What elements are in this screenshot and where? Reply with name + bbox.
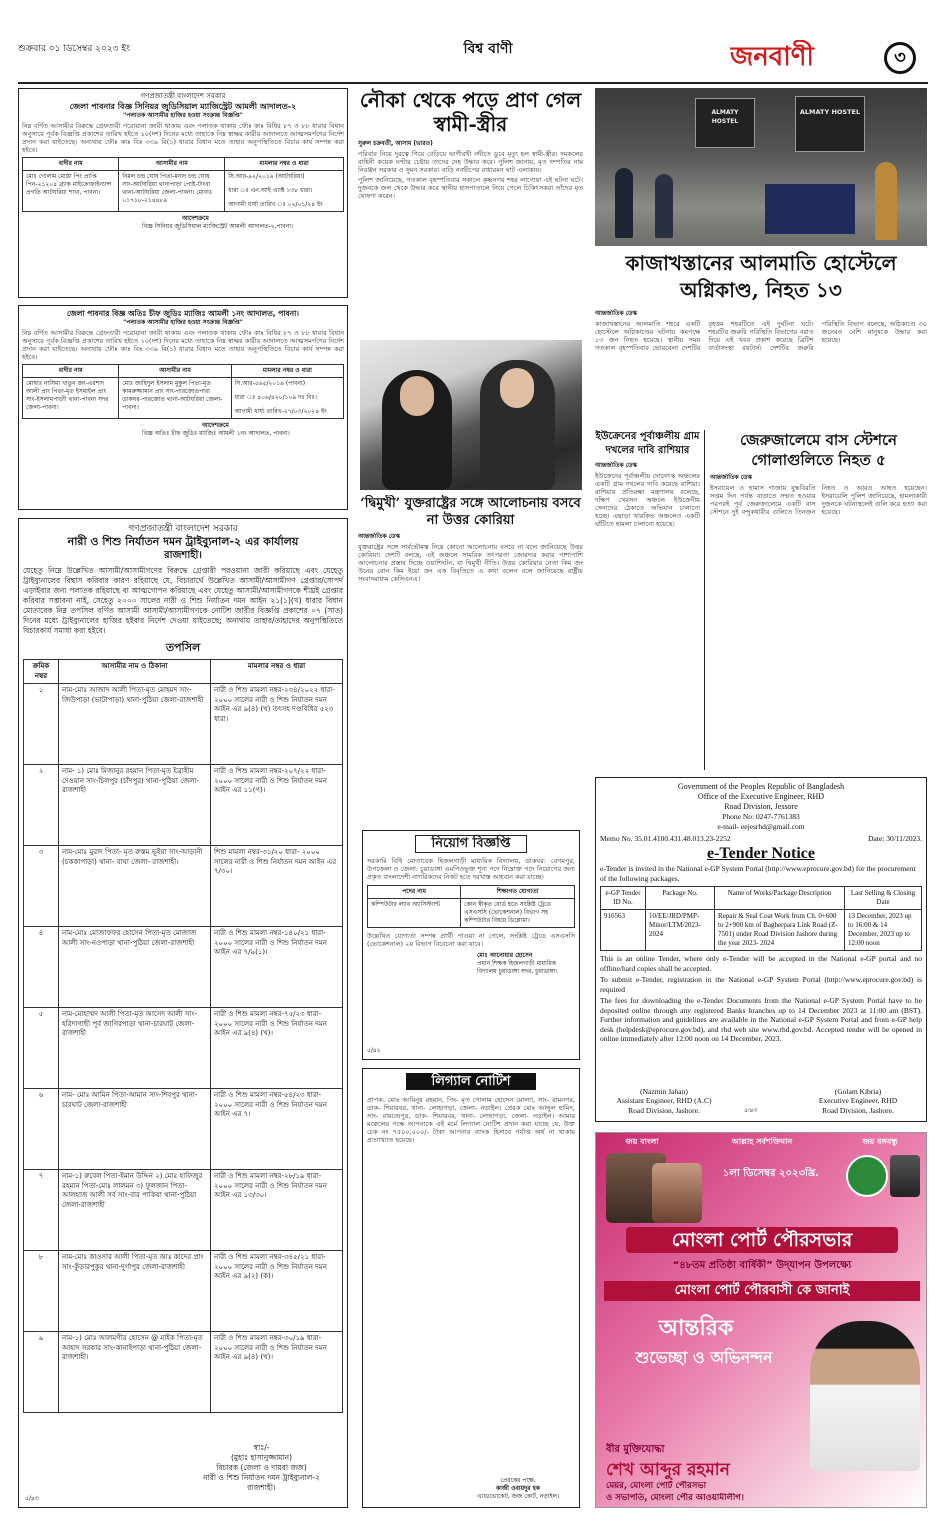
ad-residents: মোংলা পোর্ট পৌরবাসী কে জানাই	[604, 1281, 920, 1301]
face	[400, 376, 434, 416]
court-notice-1	[18, 88, 348, 298]
face	[500, 368, 534, 408]
package-no: 10/EE/JRD/PMP-Minor/LTM/2023-2024	[646, 910, 715, 951]
sig-title: রাজশাহী।	[247, 1483, 276, 1492]
article-body: যুক্তরাষ্ট্রের সঙ্গে সার্বভৌমত্ব নিয়ে কোনো আলোচনায় বসবে না বলে জানিয়েছে উত্তর কোরিয়া। দেশটি বলছে, এই অঞ্চলে সামরিক তৎপরতা জোরদার করার পাশাপাশি আলোচনার প্রস্তাব দিচ্ছে ওয়াশিংটন, যা দ্বিমুখী নীতি। উত্তর কোরিয়ার নেতা কিম জং উনের বোন কিম ইয়ো জং এক বিবৃতিতে এ কথা বলেন বলে জানিয়েছে রাষ্ট্রীয় সংবাদমাধ্যম কেসিএনএ।	[358, 543, 583, 583]
plaintiff-cell: মোঃ গোলাম মোস্তা পিং প্রাপ্তি পিন-২১২০৪ ব্র্যাক মাইক্রোফাইন্যান্স প্রগতি আটঘরিয়া শাখা, পাবনা।	[23, 171, 119, 212]
rescuer-figure	[615, 168, 633, 238]
article-body: ইউক্রেনের পূর্বাঞ্চলীয় দোনেৎস্ক অঞ্চলের একটি গ্রাম দখলের দাবি করেছে রাশিয়া। রাশিয়ার প্রতিরক্ষা মন্ত্রণালয় বলেছে, দক্ষিণ খেরসন অঞ্চলে ইউক্রেনীয় সেনাদের ঠেকাতে অভিযান চালানো হচ্ছে। এছাড়া খারকিভ অঞ্চলেও একটি ঘাঁটিতে হামলা চালানো হয়েছে।	[595, 472, 700, 528]
sig-title: Road Division, Jashore.	[628, 1105, 700, 1115]
table-header: Name of Works/Package Description	[715, 887, 845, 910]
sig-title: Road Division, Jashore.	[822, 1105, 894, 1115]
newspaper-logo: জনবাণী	[730, 42, 814, 72]
table-header: আসামীর নাম	[119, 158, 225, 171]
sig-name: (Golam Kibria)	[834, 1086, 882, 1096]
table-row	[24, 927, 343, 1008]
package-desc: Repair & Seal Coat Work from Ch. 0+600 to 2+900 km of Bagherpara Link Road (Z-7501) under Road Division Jashore during the year 2023- 2024	[715, 910, 845, 951]
memo-date: Date: 30/11/2023.	[868, 834, 922, 843]
ad-anniversary: “৪৮তম প্রতিষ্ঠা বার্ষিকী” উদ্‌যাপন উপলক্ষ্যে	[672, 1260, 852, 1271]
lawyer-signature	[463, 1477, 573, 1501]
job-table	[367, 885, 575, 928]
schedule-no-cell: ৪	[24, 927, 59, 1008]
screen-barrier	[765, 184, 855, 234]
schedule-name-cell: নাম-মোঃ কাওসার আলী পিতা-মৃত আঃ কাদের প্রাং সাং-কুঁড়ারপুকুর থানা-দুর্গাপুর জেলা-রাজশাহী	[59, 1251, 211, 1332]
sig-title: Assistant Engineer, RHD (A.C)	[616, 1096, 712, 1105]
article-north-korea	[358, 495, 583, 820]
schedule-case-cell: নারী ও শিশু মামলা নম্বর-২৩৪/২০২২ ধারা- ২০০০ সালের নারী ও শিশু নির্যাতন দমন আইন এর ৯(৪) (খ) তৎসহ দণ্ডবিধির ৫২৩ ধারা।	[211, 684, 343, 765]
article-headline: ‘দ্বিমুখী’ যুক্তরাষ্ট্রের সঙ্গে আলোচনায় বসবে না উত্তর কোরিয়া	[360, 496, 581, 528]
schedule-case-cell: নারী ও শিশু মামলা নম্বর-৩০/১৯ ধারা- ২০০০ সালের নারী ও শিশু নির্যাতন দমন আইন এর ৯(৪) (খ)।	[211, 1332, 343, 1413]
email-text: e-mail- eejesrhd@gmail.com	[717, 822, 805, 831]
ad-slogan-left: জয় বাংলা	[625, 1137, 659, 1146]
etender-para: This is an online Tender, where only e-Tender will be accepted in the National e-GP portal and no offline/hard copies shall be accepted.	[600, 954, 922, 973]
accused-cell: বিমল চন্দ্র ঘোষ পিতা-মনাদ চন্দ্র ঘোষ সাং-আটঘরিয়া থানাপাড়া পোষ্ট-টাংবা থানা-আটঘরিয়া জেলা-পাবনা। মোবাঃ ০১৭১৮-২১৪৪৮৯	[119, 171, 225, 212]
hostel-sign-text: ALMATY HOSTEL	[799, 108, 861, 116]
hostel-sign-text: ALMATY HOSTEL	[711, 109, 739, 125]
rescuer-figure	[655, 174, 673, 238]
kim-photo	[360, 340, 582, 490]
schedule-no-cell: ২	[24, 765, 59, 846]
table-header: মামলার নম্বর ও ধারা	[225, 158, 344, 171]
sig-title: নারী ও শিশু নির্যাতন দমন ট্রাইব্যুনাল-২	[203, 1473, 320, 1482]
article-headline: ইউক্রেনের পূর্বাঞ্চলীয় গ্রাম দখলের দাবি রাশিয়ার	[595, 431, 700, 456]
schedule-no-cell: ৮	[24, 1251, 59, 1332]
case-cell	[231, 378, 343, 419]
qualification-cell: কোন স্বীকৃত বোর্ড হতে সংশ্লিষ্ট ট্রেডে এসএসসি (ভোকেশনাল) বিভাগ সহ কম্পিউটার বিষয়ে ডিপ্লোমা।	[461, 899, 575, 928]
schedule-case-cell: নারী ও শিশু মামলা নম্বর-২০৭/২২ ধারা- ২০০০ সালের নারী ও শিশু নির্যাতন দমন আইন এর ১১(গ)।	[211, 765, 343, 846]
leader-portrait	[890, 1155, 920, 1197]
schedule-no-cell: ১	[24, 684, 59, 765]
ad-code: ৫/৪৩	[744, 1108, 758, 1114]
hostel-sign	[795, 96, 865, 152]
table-header: মামলার নম্বর ও ধারা	[231, 365, 343, 378]
case-date: আগামী ধার্য্য তারিখ ঃ ০২/০১/২৪ ইং	[228, 201, 323, 208]
article-byline: আন্তর্জাতিক ডেস্ক	[595, 310, 637, 317]
notice-subtitle: "পলাতক আসামীর হাজির হওয়া সংক্রান্ত বিজ্ঞপ্তি"	[123, 319, 243, 326]
case-section: ধারা ঃ এন.আই এ্যাক্ট ১৩৮ ধারা।	[228, 187, 313, 194]
municipality-logo	[846, 1155, 888, 1197]
ad-mayor-name: শেখ আব্দুর রহমান	[606, 1460, 730, 1480]
article-body-2: পুলিশ জানিয়েছে, গতকাল বৃহস্পতিবার সকালে কৃষ্ণনগর শহর লাগোয়া এই ঘটনা ঘটে। দুজনকে জল থেকে উদ্ধার করে স্থানীয় হাসপাতালে নিয়ে গেলে চিকিৎসকরা তাঁদের মৃত ঘোষণা করেন।	[358, 176, 583, 200]
schedule-name-cell: নাম-১) মোঃ আলমগীর হোসেন @ মাইক পিতা-মৃত আহাদ সরকার সাং-কানাইপাড়া থানা-পুঠিয়া জেলা-রাজশাহী।	[59, 1332, 211, 1413]
closing-date: 13 December, 2023 up to 16:00 & 14 December, 2023 up to 12:00 noon	[845, 910, 922, 951]
notice-body: সরকারি বিধি মোতাবেক হিজলগাড়ী মাধ্যমিক বিদ্যালয়, ডাকঘর: বেগমপুর, উপজেলা ও জেলা: চুয়াডাঙ্গা এমপিওভুক্ত শূন্য পদে নিম্নোক্ত পদে নিয়োগের জন্য প্রকৃত বাংলাদেশী নাগরিকদের নিকট হতে দরখাস্ত আহবান করা যাচ্ছে।	[367, 857, 575, 881]
office-title: Office of the Executive Engineer, RHD	[697, 792, 825, 801]
schedule-name-cell: নাম-মোঃ আজাদ আলী পিতা-মৃত মোহমদ সাং-জিউপাড়া (ভাটাপাড়া) থানা-পুঠিয়া জেলা-রাজশাহী	[59, 684, 211, 765]
signer-name: মোঃ আনোয়ার হোসেন	[477, 952, 533, 959]
ad-slogan-center: আল্লাহ সর্বশক্তিমান	[731, 1137, 793, 1146]
article-body: ইসরায়েল ও হামাস গাজায় যুদ্ধবিরতি সপ্তম দিন পর্যন্ত বাড়াতে সম্মত হওয়ার পরপরই পূর্ব জেরুজালেমে একটি বাস স্টেশনে দুই বন্দুকধারীর গুলিতে তিনজন নিহত ও আরও আহত হয়েছেন। ইসরায়েলি পুলিশ জানিয়েছে, হামলাকারী দুজনকে ঘটনাস্থলেই গুলি করে হত্যা করা হয়েছে।	[710, 484, 927, 516]
table-header: শিক্ষাগত যোগ্যতা	[461, 886, 575, 899]
notice-court-title: জেলা পাবনার বিজ্ঞ সিনিয়র জুডিসিয়াল ম্যাজিস্ট্রেট আমলী আদালত-২	[69, 102, 297, 111]
masthead	[18, 38, 928, 80]
schedule-name-cell: নাম- ১) মোঃ মিজানুর রহমান পিতা-মৃত ইব্রাহীম দেওয়ান সাং-চিলপুর (চাঁদপুর) থানা-পুঠিয়া জেলা-রাজশাহী	[59, 765, 211, 846]
schedule-case-cell: নারী ও শিশু মামলা নম্বর-৭৫/২৩ ধারা- ২০০০ সালের নারী ও শিশু নির্যাতন দমন আইন এর ৯(৪) (খ)।	[211, 1008, 343, 1089]
schedule-no-cell: ৩	[24, 846, 59, 927]
legal-notice	[362, 1068, 580, 1508]
notice-footer: উল্লেখিত যোগ্যতা সম্পন্ন প্রার্থী পাওয়া না গেলে, সংশ্লিষ্ট ট্রেডে এসএসসি (ভোকেশনাল) ২য় বিভাগ বিবেচনা করা যাবে।	[367, 932, 575, 948]
schedule-name-cell: নাম-মোঃ মুরাদ পিতা- মৃত রুস্তম ভূইয়া সাং-আড়ানী (চককাপাড়া) থানা- বাঘা জেলা- রাজশাহী।	[59, 846, 211, 927]
table-header: ক্রমিক নম্বর	[24, 660, 59, 684]
issue-date: শুক্রবার ০১ ডিসেম্বর ২০২৩ ইং	[18, 44, 130, 54]
schedule-name-cell: নাম-মোঃ মোজাফফর হোসেন পিতা-মৃত মোজাজ আলী সাং-নওপাড়া থানা-পুঠিয়া জেলা-রাজশাহী	[59, 927, 211, 1008]
tender-id: 916563	[601, 910, 646, 951]
section-title: বিশ্ব বাণী	[463, 41, 513, 57]
notice-title: লিগ্যাল নোটিশ	[406, 1073, 536, 1090]
notice-tribunal-title: নারী ও শিশু নির্যাতন দমন ট্রাইব্যুনাল-২ এর কার্যালয়	[67, 535, 299, 548]
etender-para: To submit e-Tender, registration in the National e-GP System Portal (http://www.eprocure.gov.bd) is required	[600, 975, 922, 994]
division-title: Road Division, Jessore	[724, 802, 798, 811]
etender-para: The fees for downloading the e-Tender Documents from the National e-GP System Portal have to be deposited online through any registered Banks branches up to 14 December 2023 at 11:00 am (BST). Further information and guidelines are available in the National e-GP System Portal and from e-GP help desk (helpdesk@eprocure.gov.bd), and rhd web site www.rhd.gov.bd. Accepted tender will be opened in online immediately after 12:00 noon on 14 December, 2023.	[600, 996, 922, 1043]
signature-right	[798, 1087, 918, 1116]
table-header: Last Selling & Closing Date	[845, 887, 922, 910]
notice-body: নিম্ন বর্ণিত আসামীর বিরুদ্ধে গ্রেফতারী পরোয়ানা জারী থাকায় এবং পলাতক থাকায় ফৌঃ কাঃ বিধির ৮৭ ও ৮৮ ধারার বিধান অনুসারে পূর্বক বিজ্ঞপ্তি প্রকাশের তারিখ হইতে ১০(দশ) দিনের মধ্যে তাহাকে নিম্ন স্বাক্ষর কারীর আদালতে আত্মসমর্পণের নির্দেশ প্রদান করা যাইতেছে। অন্যথায় ফৌঃ কাঃ বিঃ ৩৩৯ বি(১) ধারার বিধান মতে তাহার অনুপস্থিতিতে বিচার কার্য সম্পন্ন করা হইবে।	[22, 122, 344, 154]
sig-name: (মুহাঃ হাসানুজ্জামান)	[230, 1453, 293, 1462]
table-header: e-GP Tender ID No.	[601, 887, 646, 910]
case-number: সি.আর-৫৬৫/২০১৯ (পাবনা)	[234, 380, 306, 387]
table-row	[24, 1008, 343, 1089]
notice-body: যেহেতু নিম্নে উল্লেখিত আসামী/আসামীগণের বিরুদ্ধে গ্রেপ্তারী পরওয়ানা জারী করিয়াছে এবং যেহেতু ট্রাইব্যুনালের বিশ্বাস করিবার কারণ রহিয়াছে যে, বিচারার্থে উল্লেখিত আসামী/আসামীগণ গ্রেপ্তার/সোপর্দ এড়াইবার জন্য পলাতক রহিয়াছে বা আত্মগোপন করিয়াছে এবং যেহেতু আসামী/আসামীগণকে শীঘ্রই গ্রেপ্তার করিবার সম্ভাবনা নাই, সেহেতু ২০০০ সালের নারী ও শিশু নির্যাতন দমন আইন ২১(১)(খ) ধারার বিধান মোতাবেক নিম্ন তপসিল বর্ণিত আসামী আসামী/আসামীগণকে নোটিশ জারীর বিজ্ঞপ্তি প্রকাশের ০৭ (সাত) দিনের মধ্যে ট্রাইব্যুনালের হাজির হইবার নির্দেশ দেওয়া যাইতেছে; অন্যথায় তাহার/তাহাদের অনুপস্থিতিতে বিচারকার্য সমাধা করা হইবে।	[23, 566, 343, 635]
court-notice-2	[18, 305, 348, 510]
table-header: পদের নাম	[368, 886, 461, 899]
schedule-title: তপসিল	[165, 641, 201, 654]
ad-greeting-1: আন্তরিক	[658, 1315, 734, 1341]
notice-gov-title: গণপ্রজাতন্ত্রী বাংলাদেশ সরকার	[128, 524, 238, 534]
page-number: ৩	[884, 42, 916, 74]
notice-tribunal-city: রাজশাহী।	[164, 550, 202, 561]
ad-slogan-right: জয় বঙ্গবন্ধু	[862, 1137, 898, 1146]
almaty-photo	[595, 88, 927, 246]
schedule-name-cell: নাম-১) রুবেল পিতা-ইমান উদ্দিন ২) মোঃ হাফিজুর রহমান পিতা-মোঃ লালমন ৩) ফুলজান পিতা-আলহাজ আলী সর্ব সাং-বার পাকিয়া থানা-পুঠিয়া জেলা-রাজশাহী	[59, 1170, 211, 1251]
etender-title: e-Tender Notice	[707, 845, 815, 862]
table-row	[24, 1170, 343, 1251]
notice-court-title: জেলা পাবনার বিজ্ঞ অতিঃ চীফ জুডিঃ ম্যাজিঃ আমলী ১নং আদালত, পাবনা।	[67, 309, 299, 318]
article-body: কাজাখস্তানের আলমাতি শহরে একটি হোস্টেলে অগ্নিকাণ্ডের ঘটনায় কমপক্ষে ১৩ জন নিহত হয়েছে। স্থানীয় সময় গতকাল বৃহস্পতিবার ভোরবেলা দেশটির বৃহত্তম শহরটিতে এই দুর্ঘটনা ঘটে। শহরটির জরুরি পরিস্থিতি বিভাগের বরাত দিয়ে এই খবর প্রকাশ করেছে ব্রিটিশ বার্তাসংস্থা রয়টার্স। দেশটির জরুরি পরিস্থিতি বিভাগ বলেছে, অগ্নিকাণ্ডে ৩০ জনেরও বেশি মানুষকে উদ্ধার করা হয়েছে।	[595, 320, 927, 352]
article-ukraine	[595, 430, 700, 770]
ad-mayor-position: মেয়র, মোংলা পোর্ট পৌরসভা	[606, 1481, 707, 1491]
etender-intro: e-Tender is invited in the National e-GP System Portal (http://www.eprocure.gov.bd) for the procurement of the following packages.	[600, 864, 916, 883]
tribunal-signature	[179, 1443, 344, 1493]
table-header: Package No.	[646, 887, 715, 910]
table-header: মামলার নম্বর ও ধারা	[211, 660, 343, 684]
ad-code: ৫/৪২	[367, 1047, 381, 1054]
ad-greeting-2: শুভেচ্ছা ও অভিনন্দন	[635, 1348, 773, 1367]
schedule-case-cell: নারী ও শিশু মামলা নম্বর-২৮/১৯ ধারা- ২০০০ সালের নারী ও শিশু নির্যাতন দমন আইন এর ১৩/৩০।	[211, 1170, 343, 1251]
gov-title: Government of the Peoples Republic of Bangladesh	[677, 782, 845, 791]
schedule-table	[23, 659, 343, 1413]
schedule-no-cell: ৬	[24, 1089, 59, 1170]
schedule-no-cell: ৯	[24, 1332, 59, 1413]
table-row	[24, 1251, 343, 1332]
signature-left	[604, 1087, 724, 1116]
table-row	[24, 1332, 343, 1413]
ad-date: ১লা ডিসেম্বর ২০২৩খ্রি.	[722, 1168, 820, 1179]
table-row	[24, 765, 343, 846]
case-cell	[225, 171, 344, 212]
order-label: আদেশক্রমে	[202, 422, 229, 429]
masthead-rule	[18, 82, 928, 84]
order-signer: বিজ্ঞ সিনিয়র জুডিসিয়াল ম্যাজিস্ট্রেট আমলী আদালত-২,পাবনা।	[142, 223, 294, 230]
notice-body: নিম্ন বর্ণিত আসামীর বিরুদ্ধে গ্রেফতারী পরোয়ানা জারী থাকায় এবং পলাতক থাকায় ফৌঃ কাঃ বিধির ৮৭ ও ৮৮ ধারার বিধান অনুসারে পূর্বক বিজ্ঞপ্তি প্রকাশের তারিখ হইতে ১০(দশ) দিনের মধ্যে তাহাকে নিম্ন স্বাক্ষর কারীর আদালতে আত্মসমর্পণের নির্দেশ প্রদান করা যাইতেছে। অন্যথায় ফৌঃ কাঃ বিঃ ৩৩৯ বি(১) ধারার বিধান মতে তাহার অনুপস্থিতিতে বিচার কার্য সম্পন্ন করা হইবে।	[22, 329, 344, 361]
schedule-case-cell: নারী ও শিশু মামলা নম্বর-১৪০/২১ ধারা- ২০০০ সালের নারী ও শিশু নির্যাতন দমন আইন এর ৭/৯(১)।	[211, 927, 343, 1008]
job-notice	[362, 830, 580, 1060]
post-cell: কম্পিউটার ল্যাব অ্যাসিস্ট্যান্ট	[368, 899, 461, 928]
order-label: আদেশক্রমে	[182, 215, 209, 222]
table-header: বাদীর নাম	[23, 158, 119, 171]
article-jerusalem	[710, 430, 927, 770]
article-byline: আন্তর্জাতিক ডেস্ক	[358, 533, 400, 540]
article-byline: সুরুল চক্রবর্তী, আসাম (ভারত)	[358, 140, 433, 147]
notice-table	[22, 364, 344, 419]
table-row	[24, 684, 343, 765]
schedule-case-cell: শিশু মামলা নম্বর-৩১/২০ ধারা- ২০০০ সালের নারী ও শিশু নির্যাতন দমন আইন এর ৭/৩০।	[211, 846, 343, 927]
column-divider	[704, 430, 705, 770]
article-headline: কাজাখস্তানের আলমাতি হোস্টেলে অগ্নিকাণ্ড, নিহত ১৩	[625, 251, 897, 302]
notice-subtitle: "পলাতক আসামীর হাজির হওয়া সংক্রান্ত বিজ্ঞপ্তি"	[123, 112, 243, 119]
article-byline: আন্তর্জাতিক ডেস্ক	[595, 462, 637, 469]
schedule-case-cell: নারী ও শিশু মামলা নম্বর-৫৪/২৩ ধারা- ২০০০ সালের নারী ও শিশু নির্যাতন দমন আইন এর ৭।	[211, 1089, 343, 1170]
article-byline: আন্তর্জাতিক ডেস্ক	[710, 474, 752, 481]
table-header: আসামীর নাম ও ঠিকানা	[59, 660, 211, 684]
notice-title: নিয়োগ বিজ্ঞপ্তি	[415, 835, 527, 853]
memo-row	[600, 834, 922, 844]
schedule-name-cell: নাম-মোহাম্মদ আলী পিতা-মৃত আসেদ আলী সাং-হরিদাগাছী পূর্ব জাগিরপাড়া থানা-চারঘাট জেলা-রাজশাহী	[59, 1008, 211, 1089]
municipality-ad	[595, 1132, 927, 1508]
tribunal-notice	[18, 518, 348, 1508]
table-row	[24, 1089, 343, 1170]
leader-portrait	[652, 1163, 702, 1223]
rescuer-figure	[875, 162, 897, 240]
sig-name: (Nazmin Jahan)	[640, 1086, 688, 1096]
article-body: পরিবার নিয়ে দুরত্বে গিয়ে বেড়িয়ে ভাগীরথী নদীতে ডুবে মৃত্যু হল স্বামী-স্ত্রীর। দমকলের বাহিনী কয়েক ঘণ্টার চেষ্টায় তাদের দেহ উদ্ধার করে। পুলিশ জানায়, মৃত দম্পতির নাম নিরঞ্জন সরকার ও সুমন সরকার। বাড়ি নবদ্বীপের রাধারমন ঘাট এলাকায়।	[358, 150, 583, 174]
article-headline: নৌকা থেকে পড়ে প্রাণ গেল স্বামী-স্ত্রীর	[359, 88, 582, 136]
table-header: আসামীর নাম	[119, 365, 231, 378]
case-number: সি.আর-৯২/২০১৯ (আটঘরিয়া)	[228, 173, 305, 180]
memo-number: Memo No. 35.01.4100.431.48.013.23-2252	[600, 834, 731, 843]
schedule-name-cell: নাম- মোঃ আমিন পিতা-আমান সাং-শিবপুর থানা-চারঘাট জেলা-রাজশাহী	[59, 1089, 211, 1170]
order-signer: বিজ্ঞ অতিঃ চীফ জুডিঃ ম্যাজিঃ আমলী ১নং আদালত, পাবনা।	[142, 430, 290, 437]
ad-mayor-position-2: ও সভাপতি, মোংলা পৌর আওয়ামীলীগ।	[606, 1493, 744, 1503]
etender-notice	[595, 777, 927, 1122]
lawyer-label: প্রেরকের পক্ষে,	[500, 1477, 536, 1484]
ad-title: মোংলা পোর্ট পৌরসভার	[626, 1227, 898, 1253]
case-section: ধারা ঃ ৪০৬/৪২০/১০৯ দঃ বিঃ।	[234, 394, 317, 401]
sig-label: স্বাঃ/-	[253, 1443, 270, 1452]
lawyer-name: কাজী ওবায়দুর হক	[495, 1485, 541, 1492]
article-boat	[358, 88, 583, 338]
ad-code: ৫/৪৩	[25, 1495, 39, 1502]
case-date: আগামী ধার্য্য তারিখ-২৭/০৩/২০২৪ ইং	[234, 408, 327, 415]
plaintiff-cell: মোছাঃ নাসিমা খাতুন জং-এরশাদ আলী প্রাং পিতা-মৃত ইসমাইল প্রাং সাং-ইসলামপাড়াী থানা-পাবনা সদর জেলা-পাবনা।	[23, 378, 119, 419]
schedule-case-cell: নারী ও শিশু মামলা নম্বর-৩৪৫/২১ ধারা- ২০০০ সালের নারী ও শিশু নির্যাতন দমন আইন এর ৯(২) (ক)।	[211, 1251, 343, 1332]
mayor-portrait	[810, 1321, 920, 1471]
notice-table	[22, 157, 344, 212]
accused-cell: মোঃ জাহিদুল ইসলাম মুকুল পিতা-মৃত কামরুজ্জামান প্রাং সাং-পারজোতপারা ডাকঘর-পারজোত থানা-আটঘরিয়া জেলা-পাবনা।	[119, 378, 231, 419]
etender-table	[600, 886, 922, 951]
article-almaty	[595, 250, 927, 428]
phone-text: Phone No: 0247-7761383	[722, 812, 800, 821]
schedule-no-cell: ৫	[24, 1008, 59, 1089]
sig-title: Executive Engineer, RHD	[818, 1096, 898, 1105]
table-row	[24, 846, 343, 927]
signer-title: প্রধান শিক্ষক হিজলগাড়ী মাধ্যমিক বিদ্যালয় চুয়াডাঙ্গা সদর, চুয়াডাঙ্গা।	[477, 960, 558, 975]
schedule-body	[24, 684, 343, 1413]
lawyer-title: এ্যাডভোকেট, জজ কোর্ট, নড়াইল।	[476, 1493, 560, 1500]
article-headline: জেরুজালেমে বাস স্টেশনে গোলাগুলিতে নিহত ৫	[740, 431, 897, 469]
schedule-no-cell: ৭	[24, 1170, 59, 1251]
ad-hero-label: বীর মুক্তিযোদ্ধা	[606, 1444, 665, 1455]
notice-gov-title: গণপ্রজাতন্ত্রী বাংলাদেশ সরকার	[140, 92, 226, 100]
table-header: বাদীর নাম	[23, 365, 119, 378]
sig-title: বিচারক (জেলা ও দায়রা জজ)	[216, 1463, 307, 1472]
notice-body: প্রাপক: মোঃ আমিনুর রহমান, পিং- মৃত গোলাম হোসেন মোল্যা, সাং- রামনগর, ডাক- শিয়ারবর, থানা- লোহাগড়া, জেলা- নড়াইল। প্রেরক মোঃ আব্দুল হামিদ, সাং- রামচন্দ্রপুর, ডাক- শিয়ারবর, থানা- লোহাগড়া, জেলা- নড়াইল। আমার মক্কেলের পক্ষে আপনাকে এই মর্মে লিগ্যাল নোটিশ প্রদান করা যাচ্ছে যে, উক্ত চেক নং ৭৫০০,০০০/- টাকা আপনার ব্যাংক হিসাবে পর্যাপ্ত অর্থ না থাকায় প্রত্যাখ্যাত হয়েছে।	[367, 1096, 575, 1144]
